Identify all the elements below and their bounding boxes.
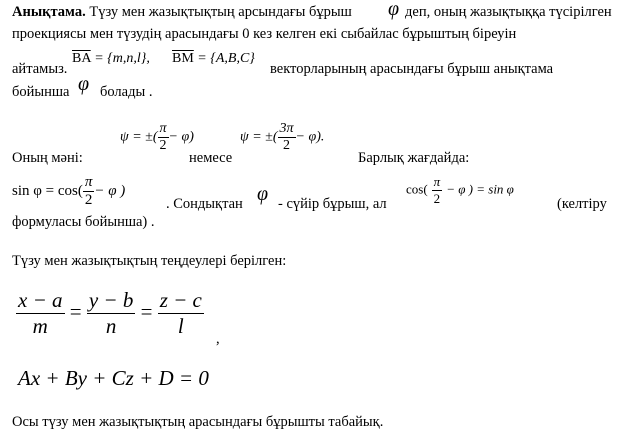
fraction-den: 2 bbox=[84, 192, 93, 208]
fraction-num: π bbox=[84, 174, 93, 190]
cos-formula bbox=[406, 174, 514, 207]
definition-term: Анықтама. bbox=[12, 4, 86, 20]
definition-line-2: проекциясы мен түзудің арасындағы 0 кез келген екі сыбайлас бұрыштың біреуін bbox=[12, 26, 517, 42]
vector-bm-name: $\overline{BM}$ bbox=[172, 51, 194, 66]
canonical-fraction-y bbox=[87, 288, 136, 339]
psi-formula-2-lhs: ψ = ±( bbox=[240, 129, 278, 145]
fraction-3pi-2 bbox=[278, 121, 296, 154]
or-word: немесе bbox=[189, 150, 233, 166]
psi-formula-2 bbox=[240, 121, 324, 154]
cos-formula-lhs: cos( bbox=[406, 181, 428, 197]
fraction-num: y − b bbox=[88, 288, 134, 312]
therefore-text: . Сондықтан bbox=[166, 196, 243, 212]
value-label: Оның мәні: bbox=[12, 150, 83, 166]
psi-formula-1-lhs: ψ = ±( bbox=[120, 129, 158, 145]
canonical-equation bbox=[16, 288, 204, 339]
phi-symbol: φ bbox=[388, 0, 400, 20]
fraction-den: m bbox=[32, 314, 48, 338]
definition-text-1b: деп, оның жазықтыққа түсірілген bbox=[405, 4, 612, 20]
vector-bm-formula bbox=[172, 51, 255, 67]
psi-symbol: φ bbox=[78, 73, 90, 95]
psi-formula-1-tail: − φ) bbox=[168, 129, 194, 145]
acute-text: - сүйір бұрыш, ал bbox=[278, 196, 387, 212]
fraction-den: l bbox=[177, 314, 184, 338]
fraction-den: 2 bbox=[433, 191, 441, 206]
fraction-pi-2 bbox=[158, 121, 169, 154]
given-equations-text: Түзу мен жазықтықтың теңдеулері берілген: bbox=[12, 253, 287, 269]
sin-formula-tail: − φ ) bbox=[94, 182, 126, 199]
fraction-num: z − c bbox=[159, 288, 202, 312]
vector-ba-value: = {m,n,l}, bbox=[94, 51, 150, 66]
find-angle-text: Осы түзу мен жазықтықтың арасындағы бұрышты табайық. bbox=[12, 414, 384, 430]
vector-bm-value: = {A,B,C} bbox=[197, 51, 255, 66]
fraction-den: n bbox=[105, 314, 117, 338]
definition-text-1a: Түзу мен жазықтықтың арсындағы бұрыш bbox=[89, 4, 352, 20]
fraction-num: π bbox=[159, 121, 167, 136]
equals-sign: = bbox=[69, 299, 82, 324]
canonical-fraction-x bbox=[16, 288, 65, 339]
equation-comma: , bbox=[216, 331, 220, 347]
definition-text-3a: айтамыз. bbox=[12, 61, 68, 77]
sin-formula bbox=[12, 174, 125, 209]
psi-formula-1 bbox=[120, 121, 194, 154]
reduction-text: (келтіру bbox=[557, 196, 607, 212]
definition-text-4a: бойынша bbox=[12, 84, 70, 100]
sin-formula-lhs: sin φ = cos( bbox=[12, 182, 83, 199]
equals-sign: = bbox=[140, 299, 153, 324]
vector-ba-name: $\overline{BA}$ bbox=[72, 51, 91, 66]
definition-text-3b: векторларының арасындағы бұрыш анықтама bbox=[270, 61, 554, 77]
fraction-num: x − a bbox=[18, 288, 63, 312]
definition-line-1 bbox=[12, 3, 352, 21]
psi-formula-2-tail: − φ). bbox=[295, 129, 325, 145]
phi-symbol-acute: φ bbox=[257, 183, 269, 205]
canonical-fraction-z bbox=[158, 288, 204, 339]
cos-formula-tail: − φ ) = sin φ bbox=[446, 181, 514, 197]
cos-fraction bbox=[432, 174, 443, 207]
plane-equation: Ax + By + Cz + D = 0 bbox=[18, 366, 209, 390]
fraction-num: π bbox=[433, 174, 441, 189]
fraction-den: 2 bbox=[283, 138, 290, 153]
sin-fraction bbox=[83, 174, 95, 209]
all-cases-label: Барлық жағдайда: bbox=[358, 150, 470, 166]
formula-note: формуласы бойынша) . bbox=[12, 214, 155, 230]
definition-text-4b: болады . bbox=[100, 84, 153, 100]
fraction-num: 3π bbox=[279, 121, 294, 136]
fraction-den: 2 bbox=[159, 138, 167, 153]
vector-ba-formula bbox=[72, 51, 150, 67]
